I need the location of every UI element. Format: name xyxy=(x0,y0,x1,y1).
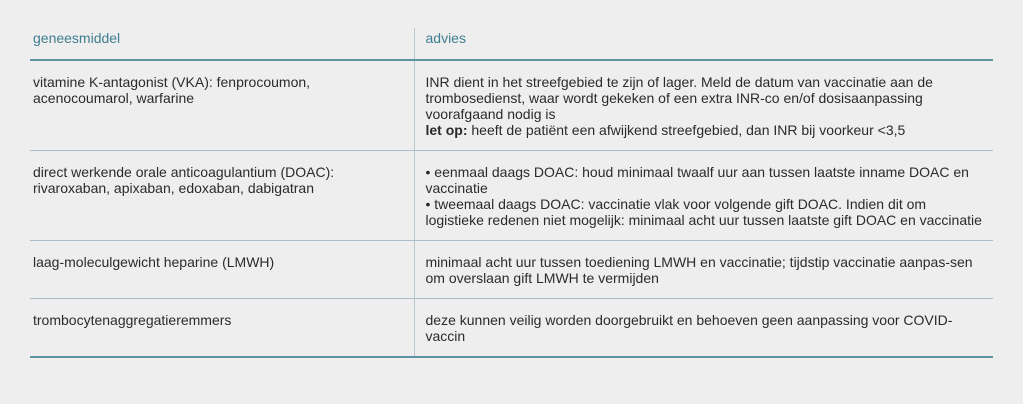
table-row-platelet xyxy=(30,299,993,358)
advice-warning-text: heeft de patiënt een afwijkend streefgebied, dan INR bij voorkeur <3,5 xyxy=(467,122,906,138)
cell-medicine: laag-moleculgewicht heparine (LMWH) xyxy=(30,241,414,299)
table-header-row xyxy=(30,28,993,60)
cell-medicine: trombocytenaggregatieremmers xyxy=(30,299,414,358)
advice-table xyxy=(30,28,993,358)
cell-advice xyxy=(414,151,993,241)
cell-advice xyxy=(414,60,993,151)
cell-medicine: vitamine K-antagonist (VKA): fenprocoumon, acenocoumarol, warfarine xyxy=(30,60,414,151)
table-row-doac xyxy=(30,151,993,241)
header-advice: advies xyxy=(414,28,993,60)
advice-table-container xyxy=(30,28,993,358)
cell-medicine: direct werkende orale anticoagulantium (DOAC): rivaroxaban, apixaban, edoxaban, dabigatran xyxy=(30,151,414,241)
header-medicine: geneesmiddel xyxy=(30,28,414,60)
advice-bullet: • eenmaal daags DOAC: houd minimaal twaalf uur aan tussen laatste inname DOAC en vaccinatie xyxy=(425,164,969,196)
advice-bullet: • tweemaal daags DOAC: vaccinatie vlak voor volgende gift DOAC. Indien dit om logistieke redenen niet mogelijk: minimaal acht uur tussen laatste gift DOAC en vaccinatie xyxy=(425,196,982,228)
advice-text: INR dient in het streefgebied te zijn of lager. Meld de datum van vaccinatie aan de trombosedienst, waar wordt gekeken of een extra INR-co en/of dosisaanpassing voorafgaand nodig is xyxy=(425,74,933,122)
table-row-vka xyxy=(30,60,993,151)
table-row-lmwh xyxy=(30,241,993,299)
cell-advice: minimaal acht uur tussen toediening LMWH en vaccinatie; tijdstip vaccinatie aanpas-sen om overslaan gift LMWH te vermijden xyxy=(414,241,993,299)
cell-advice: deze kunnen veilig worden doorgebruikt en behoeven geen aanpassing voor COVID-vaccin xyxy=(414,299,993,358)
advice-warning-label: let op: xyxy=(425,122,468,138)
